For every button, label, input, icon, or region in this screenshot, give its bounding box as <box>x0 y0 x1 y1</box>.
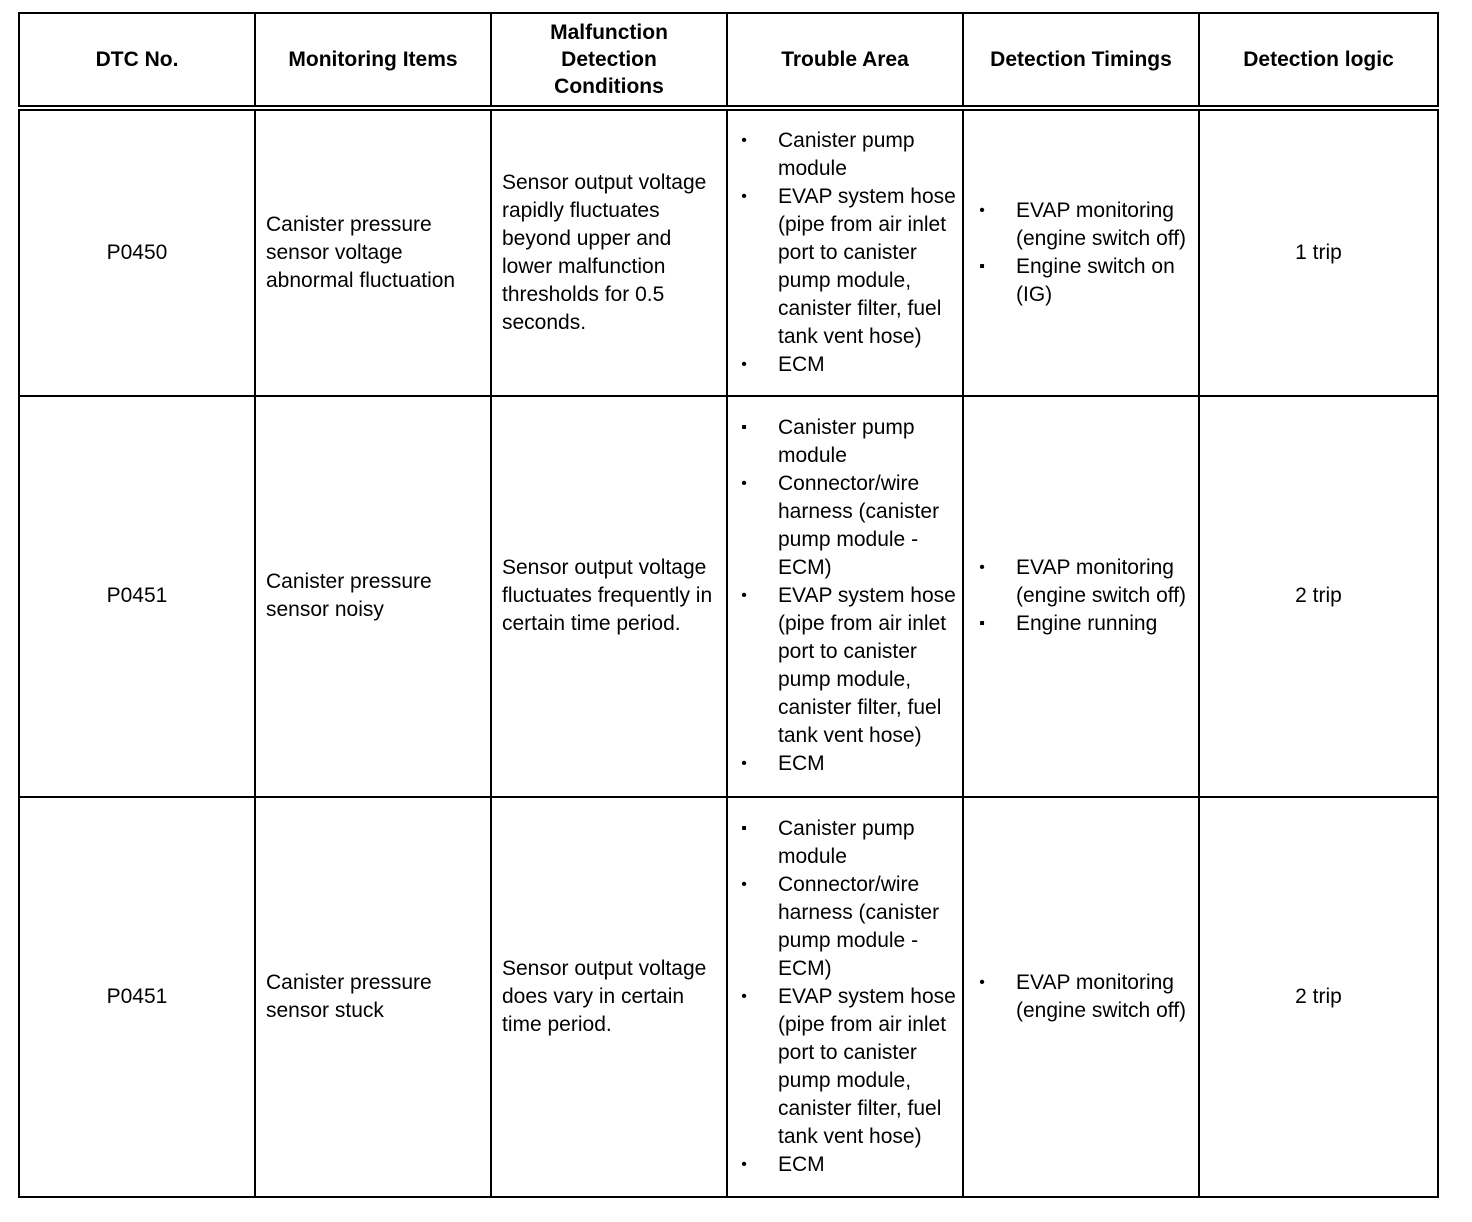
list-item <box>976 969 1190 1025</box>
bullet-icon: • <box>741 755 747 773</box>
table-row <box>19 396 1438 796</box>
square-bullet-icon: ▪ <box>979 258 985 276</box>
list-item <box>976 253 1190 309</box>
list-item <box>738 1151 956 1179</box>
detection-timing-cell <box>963 396 1199 796</box>
table-row <box>19 797 1438 1197</box>
dtc-code: P0450 <box>19 108 255 396</box>
square-bullet-icon: ▪ <box>741 419 747 437</box>
header-detection-logic: Detection logic <box>1199 13 1438 108</box>
bullet-icon: • <box>741 132 747 150</box>
detection-logic: 2 trip <box>1199 797 1438 1197</box>
bullet-icon: • <box>741 475 747 493</box>
dtc-table <box>18 12 1439 1198</box>
header-dtc-no: DTC No. <box>19 13 255 108</box>
bullet-icon: • <box>979 973 985 991</box>
timing-item: EVAP monitoring (engine switch off) <box>1016 199 1187 251</box>
dtc-code: P0451 <box>19 396 255 796</box>
dtc-code: P0451 <box>19 797 255 1197</box>
trouble-area-cell <box>727 108 963 396</box>
list-item <box>976 610 1190 638</box>
list-item <box>738 983 956 1151</box>
bullet-icon: • <box>741 188 747 206</box>
list-item <box>976 197 1190 253</box>
detection-timing-list <box>976 554 1190 638</box>
list-item <box>738 183 956 351</box>
table-row <box>19 108 1438 396</box>
trouble-area-item: Canister pump module <box>778 816 915 868</box>
list-item <box>738 582 956 750</box>
bullet-icon: • <box>741 875 747 893</box>
detection-timing-list <box>976 969 1190 1025</box>
trouble-area-item: EVAP system hose (pipe from air inlet port to canister pump module, canister filter, fuel tank vent hose) <box>778 984 956 1148</box>
timing-item: EVAP monitoring (engine switch off) <box>1016 556 1187 608</box>
list-item <box>738 470 956 582</box>
detection-timing-cell <box>963 108 1199 396</box>
list-item <box>976 554 1190 610</box>
trouble-area-item: ECM <box>778 1152 825 1176</box>
timing-item: EVAP monitoring (engine switch off) <box>1016 970 1187 1022</box>
trouble-area-item: Canister pump module <box>778 129 915 181</box>
trouble-area-item: Connector/wire harness (canister pump module - ECM) <box>778 872 940 980</box>
square-bullet-icon: ▪ <box>741 819 747 837</box>
list-item <box>738 750 956 778</box>
square-bullet-icon: ▪ <box>979 615 985 633</box>
trouble-area-list <box>738 414 956 778</box>
monitoring-item: Canister pressure sensor noisy <box>255 396 491 796</box>
header-monitoring-items: Monitoring Items <box>255 13 491 108</box>
detection-timing-list <box>976 197 1190 309</box>
trouble-area-cell <box>727 797 963 1197</box>
header-detection-timings: Detection Timings <box>963 13 1199 108</box>
detection-condition: Sensor output voltage does vary in certain time period. <box>491 797 727 1197</box>
header-malfunction-conditions: Malfunction Detection Conditions <box>491 13 727 108</box>
bullet-icon: • <box>741 1155 747 1173</box>
list-item <box>738 414 956 470</box>
timing-item: Engine switch on (IG) <box>1016 255 1175 307</box>
trouble-area-item: ECM <box>778 752 825 776</box>
list-item <box>738 871 956 983</box>
detection-logic: 1 trip <box>1199 108 1438 396</box>
trouble-area-item: Connector/wire harness (canister pump module - ECM) <box>778 472 940 580</box>
trouble-area-list <box>738 127 956 379</box>
trouble-area-item: EVAP system hose (pipe from air inlet port to canister pump module, canister filter, fuel tank vent hose) <box>778 584 956 748</box>
trouble-area-item: ECM <box>778 353 825 377</box>
monitoring-item: Canister pressure sensor stuck <box>255 797 491 1197</box>
trouble-area-item: EVAP system hose (pipe from air inlet port to canister pump module, canister filter, fuel tank vent hose) <box>778 185 956 349</box>
timing-item: Engine running <box>1016 612 1158 636</box>
detection-timing-cell <box>963 797 1199 1197</box>
table-header-row <box>19 13 1438 108</box>
list-item <box>738 351 956 379</box>
trouble-area-cell <box>727 396 963 796</box>
bullet-icon: • <box>741 356 747 374</box>
detection-condition: Sensor output voltage rapidly fluctuates beyond upper and lower malfunction thresholds for 0.5 seconds. <box>491 108 727 396</box>
bullet-icon: • <box>979 559 985 577</box>
bullet-icon: • <box>979 202 985 220</box>
detection-logic: 2 trip <box>1199 396 1438 796</box>
trouble-area-list <box>738 815 956 1179</box>
trouble-area-item: Canister pump module <box>778 416 915 468</box>
monitoring-item: Canister pressure sensor voltage abnormal fluctuation <box>255 108 491 396</box>
bullet-icon: • <box>741 987 747 1005</box>
detection-condition: Sensor output voltage fluctuates frequently in certain time period. <box>491 396 727 796</box>
header-trouble-area: Trouble Area <box>727 13 963 108</box>
bullet-icon: • <box>741 587 747 605</box>
list-item <box>738 127 956 183</box>
list-item <box>738 815 956 871</box>
